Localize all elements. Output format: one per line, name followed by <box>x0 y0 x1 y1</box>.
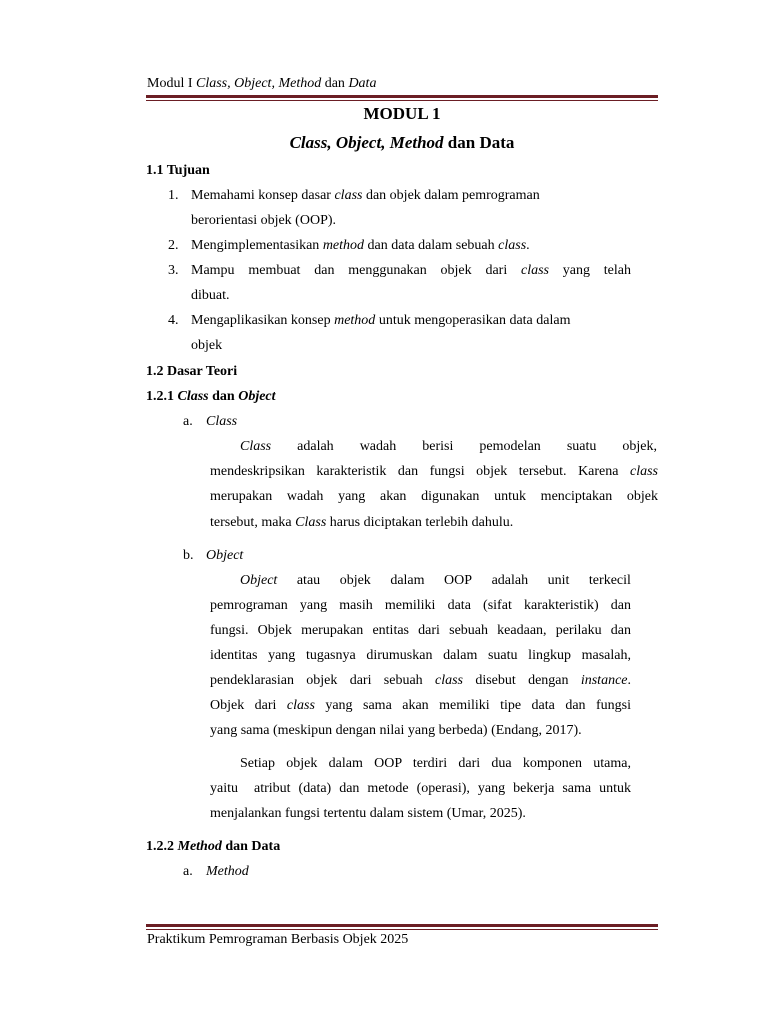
page-header <box>147 76 376 92</box>
object-paragraph-line1: Object atau objek dalam OOP adalah unit terkecil <box>240 573 631 588</box>
class-paragraph-line3: merupakan wadah yang akan digunakan untuk menciptakan objek <box>210 489 658 504</box>
object-paragraph-line3: fungsi. Objek merupakan entitas dari sebuah keadaan, perilaku dan <box>210 623 631 638</box>
header-prefix: Modul I <box>147 76 196 91</box>
list-item-4-line1: Mengaplikasikan konsep method untuk mengoperasikan data dalam <box>191 313 571 328</box>
object-paragraph-line5: pendeklarasian objek dari sebuah class disebut dengan instance. <box>210 673 631 688</box>
object-paragraph2-line3: menjalankan fungsi tertentu dalam sistem (Umar, 2025). <box>210 806 526 821</box>
item-label-method-a: a. <box>183 864 193 879</box>
item-title-class: Class <box>206 414 238 429</box>
object-paragraph2-line1: Setiap objek dalam OOP terdiri dari dua komponen utama, <box>240 756 631 771</box>
subtitle-rest: dan Data <box>443 133 515 152</box>
list-item-1-line1: Memahami konsep dasar class dan objek dalam pemrograman <box>191 188 540 203</box>
list-number-2: 2. <box>168 238 179 253</box>
page-footer: Praktikum Pemrograman Berbasis Objek 2025 <box>147 932 409 947</box>
object-paragraph2-line2: yaitu atribut (data) dan metode (operasi), yang bekerja sama untuk <box>210 781 631 796</box>
list-number-4: 4. <box>168 313 179 328</box>
item-label-a: a. <box>183 414 193 429</box>
class-paragraph-line2: mendeskripsikan karakteristik dan fungsi objek tersebut. Karena class <box>210 464 658 479</box>
object-paragraph-line4: identitas yang tugasnya dirumuskan dalam suatu lingkup masalah, <box>210 648 631 663</box>
class-paragraph-line4: tersebut, maka Class harus diciptakan terlebih dahulu. <box>210 515 514 530</box>
header-rule <box>146 95 658 101</box>
list-number-3: 3. <box>168 263 179 278</box>
list-item-4-line2: objek <box>191 338 223 353</box>
header-italic2: Data <box>348 76 377 91</box>
item-label-b: b. <box>183 548 194 563</box>
list-number-1: 1. <box>168 188 179 203</box>
item-title-method: Method <box>206 864 249 879</box>
section-heading-tujuan: 1.1 Tujuan <box>146 163 210 178</box>
subsection-heading-1-2-1: 1.2.1 Class dan Object <box>146 389 276 404</box>
item-title-object: Object <box>206 548 244 563</box>
module-subtitle <box>146 133 658 153</box>
subsection-heading-1-2-2: 1.2.2 Method dan Data <box>146 839 281 854</box>
list-item-2: Mengimplementasikan method dan data dalam sebuah class. <box>191 238 530 253</box>
list-item-3-line1: Mampu membuat dan menggunakan objek dari class yang telah <box>191 263 631 278</box>
object-paragraph-line6: Objek dari class yang sama akan memiliki tipe data dan fungsi <box>210 698 631 713</box>
module-title: MODUL 1 <box>363 104 441 123</box>
footer-rule <box>146 924 658 930</box>
object-paragraph-line2: pemrograman yang masih memiliki data (sifat karakteristik) dan <box>210 598 631 613</box>
subtitle-italic: Class, Object, Method <box>289 133 444 152</box>
list-item-1-line2: berorientasi objek (OOP). <box>191 213 337 228</box>
header-mid: dan <box>321 76 349 91</box>
section-heading-dasar-teori: 1.2 Dasar Teori <box>146 364 238 379</box>
list-item-3-line2: dibuat. <box>191 288 230 303</box>
header-italic: Class, Object, Method <box>196 76 322 91</box>
class-paragraph-line1: Class adalah wadah berisi pemodelan suatu objek, <box>240 439 657 454</box>
object-paragraph-line7: yang sama (meskipun dengan nilai yang berbeda) (Endang, 2017). <box>210 723 582 738</box>
